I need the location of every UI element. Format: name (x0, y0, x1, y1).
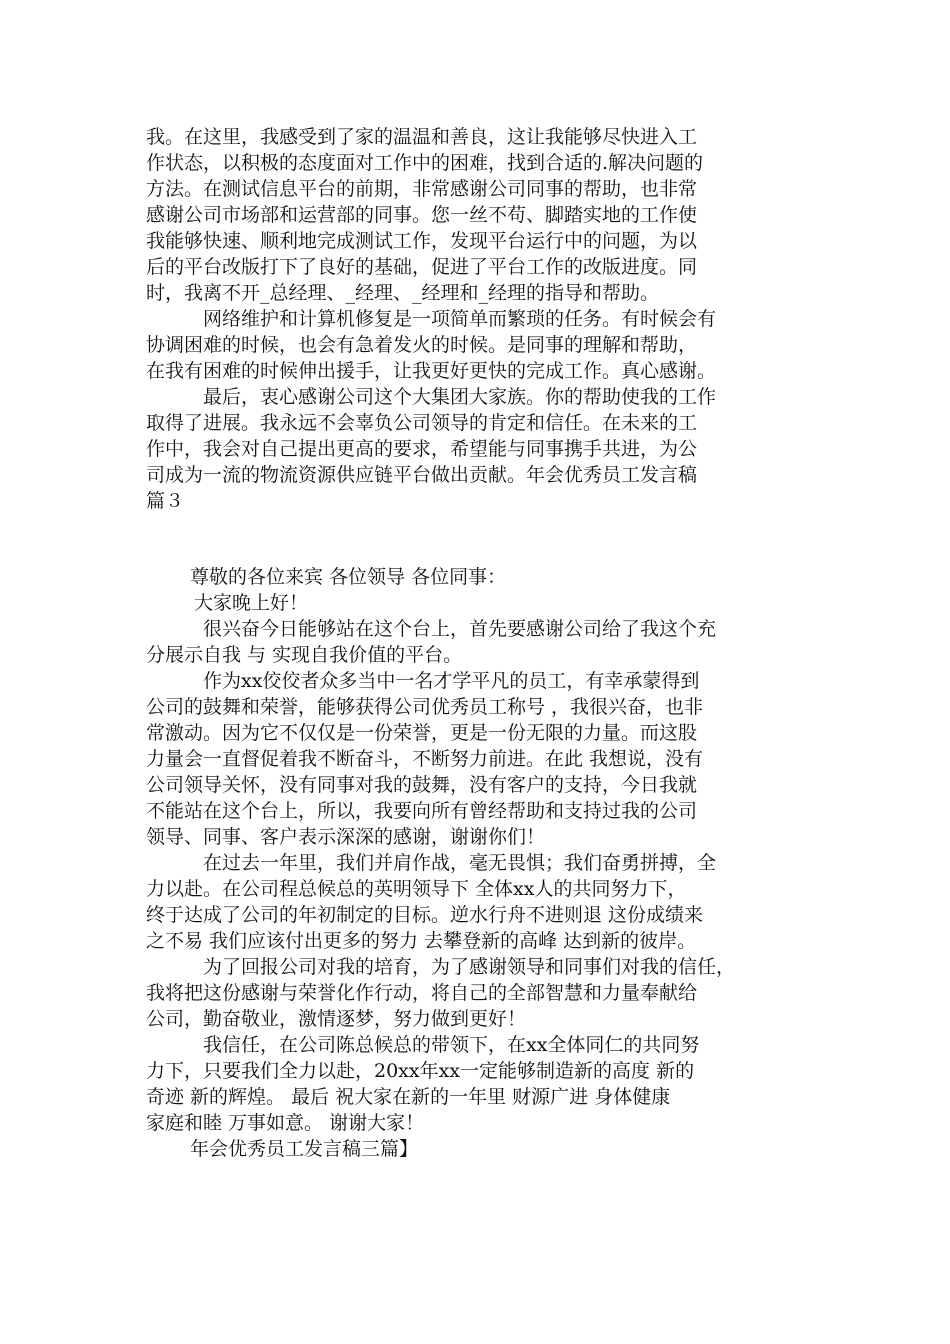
text-line: 在过去一年里，我们并肩作战，毫无畏惧；我们奋勇拼搏，全 (203, 852, 717, 874)
text-line: 之不易 我们应该付出更多的努力 去攀登新的高峰 达到新的彼岸。 (146, 930, 697, 952)
text-line: 终于达成了公司的年初制定的目标。逆水行舟不进则退 这份成绩来 (146, 904, 704, 926)
text-line: 时，我离不开_总经理、_经理、_经理和_经理的指导和帮助。 (146, 282, 660, 304)
text-line: 分展示自我 与 实现自我价值的平台。 (146, 644, 463, 666)
greeting: 大家晚上好！ (194, 592, 309, 614)
text-line: 作中，我会对自己提出更高的要求，希望能与同事携手共进，为公 (146, 438, 698, 460)
text-line: 公司领导关怀，没有同事对我的鼓舞，没有客户的支持，今日我就 (146, 774, 698, 796)
text-line: 最后，衷心感谢公司这个大集团大家族。你的帮助使我的工作 (203, 386, 717, 408)
text-line: 力量会一直督促着我不断奋斗，不断努力前进。在此 我想说，没有 (146, 748, 704, 770)
text-line: 作为xx佼佼者众多当中一名才学平凡的员工，有幸承蒙得到 (203, 670, 700, 692)
text-line: 我。在这里，我感受到了家的温温和善良，这让我能够尽快进入工 (146, 126, 698, 148)
text-line: 作状态，以积极的态度面对工作中的困难，找到合适的.解决问题的 (146, 152, 704, 174)
text-line: 很兴奋今日能够站在这个台上，首先要感谢公司给了我这个充 (203, 618, 717, 640)
text-line: 不能站在这个台上，所以，我要向所有曾经帮助和支持过我的公司 (146, 800, 698, 822)
text-line: 后的平台改版打下了良好的基础，促进了平台工作的改版进度。同 (146, 256, 698, 278)
text-line: 我能够快速、顺利地完成测试工作，发现平台运行中的问题，为以 (146, 230, 698, 252)
text-line: 力以赴。在公司程总候总的英明领导下 全体xx人的共同努力下， (146, 878, 687, 900)
text-line: 领导、同事、客户表示深深的感谢，谢谢你们！ (146, 826, 546, 848)
text-line: 我信任，在公司陈总候总的带领下，在xx全体同仁的共同努 (203, 1034, 700, 1056)
text-line: 常激动。因为它不仅仅是一份荣誉，更是一份无限的力量。而这股 (146, 722, 698, 744)
text-line: 司成为一流的物流资源供应链平台做出贡献。年会优秀员工发言稿 (146, 464, 698, 486)
text-line: 公司，勤奋敬业，激情逐梦，努力做到更好！ (146, 1008, 527, 1030)
text-line: 奇迹 新的辉煌。 最后 祝大家在新的一年里 财源广进 身体健康 (146, 1086, 671, 1108)
text-line: 网络维护和计算机修复是一项简单而繁琐的任务。有时候会有 (203, 308, 717, 330)
text-line: 公司的鼓舞和荣誉，能够获得公司优秀员工称号 ，我很兴奋，也非 (146, 696, 704, 718)
text-line: 力下，只要我们全力以赴，20xx年xx一定能够制造新的高度 新的 (146, 1060, 695, 1082)
text-line: 协调困难的时候，也会有急着发火的时候。是同事的理解和帮助， (146, 334, 698, 356)
text-line: 方法。在测试信息平台的前期，非常感谢公司同事的帮助，也非常 (146, 178, 698, 200)
text-line: 感谢公司市场部和运营部的同事。您一丝不苟、脚踏实地的工作使 (146, 204, 698, 226)
text-line: 家庭和睦 万事如意。 谢谢大家！ (146, 1112, 425, 1134)
salutation: 尊敬的各位来宾 各位领导 各位同事： (190, 566, 507, 588)
text-line: 我将把这份感谢与荣誉化作行动，将自己的全部智慧和力量奉献给 (146, 982, 698, 1004)
text-line: 在我有困难的时候伸出援手，让我更好更快的完成工作。真心感谢。 (146, 360, 717, 382)
text-line: 为了回报公司对我的培育，为了感谢领导和同事们对我的信任， (203, 956, 736, 978)
text-line: 篇３ (146, 490, 185, 512)
text-line: 取得了进展。我永远不会辜负公司领导的肯定和信任。在未来的工 (146, 412, 698, 434)
closing-line: 年会优秀员工发言稿三篇】 (190, 1138, 419, 1160)
